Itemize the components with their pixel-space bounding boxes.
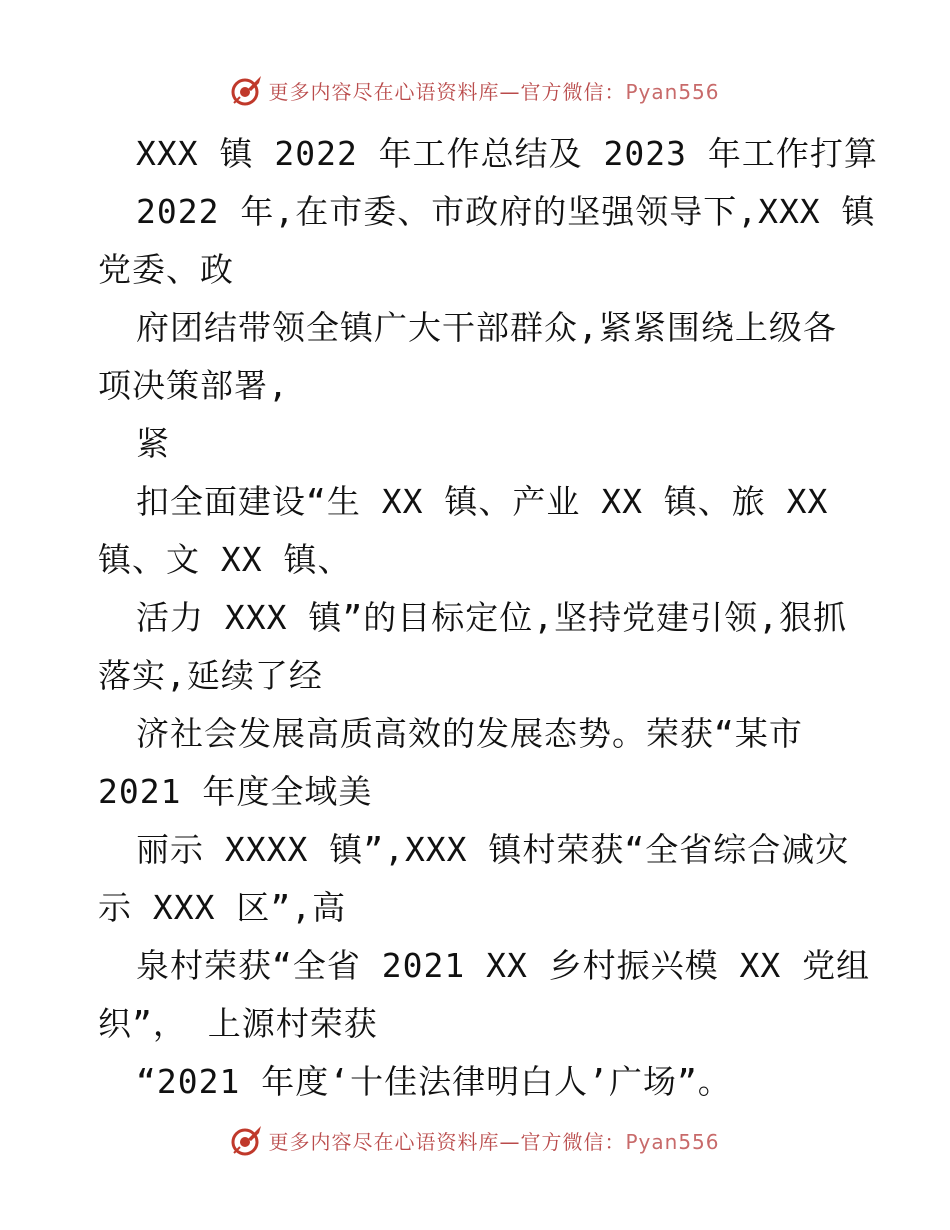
document-body (98, 125, 878, 1111)
paragraph-line: 府团结带领全镇广大干部群众,紧紧围绕上级各 (136, 308, 837, 347)
banner-text: 更多内容尽在心语资料库—官方微信：Pyan556 (268, 1129, 720, 1154)
paragraph-line: 济社会发展高质高效的发展态势。荣获“某市 (136, 714, 803, 753)
paragraph-line: 镇、文 XX 镇、 (98, 540, 352, 579)
paragraph-line: 扣全面建设“生 XX 镇、产业 XX 镇、旅 XX (136, 482, 829, 521)
paragraph-line: “2021 年度‘十佳法律明白人’广场”。 (136, 1062, 732, 1101)
quill-logo-icon (230, 73, 264, 107)
paragraph-line: 活力 XXX 镇”的目标定位,坚持党建引领,狠抓 (136, 598, 847, 637)
paragraph-line: 丽示 XXXX 镇”,XXX 镇村荣获“全省综合减灾 (136, 830, 850, 869)
header-watermark-banner (0, 70, 950, 110)
document-title: XXX 镇 2022 年工作总结及 2023 年工作打算 (136, 134, 878, 173)
paragraph-line: 2021 年度全域美 (98, 772, 373, 811)
paragraph-line: 泉村荣获“全省 2021 XX 乡村振兴模 XX 党组 (136, 946, 871, 985)
paragraph-line: 示 XXX 区”,高 (98, 888, 347, 927)
paragraph-line: 2022 年,在市委、市政府的坚强领导下,XXX 镇 (136, 192, 876, 231)
paragraph-line: 项决策部署, (98, 366, 289, 405)
wechat-id: Pyan556 (625, 79, 720, 104)
paragraph-line: 织”， 上源村荣获 (98, 1004, 378, 1043)
quill-logo-icon (230, 1123, 264, 1157)
paragraph-line: 党委、政 (98, 250, 234, 289)
paragraph-line: 落实,延续了经 (98, 656, 323, 695)
banner-text: 更多内容尽在心语资料库—官方微信：Pyan556 (268, 79, 720, 104)
footer-watermark-banner (0, 1120, 950, 1160)
wechat-id: Pyan556 (625, 1129, 720, 1154)
paragraph-line: 紧 (136, 424, 170, 463)
